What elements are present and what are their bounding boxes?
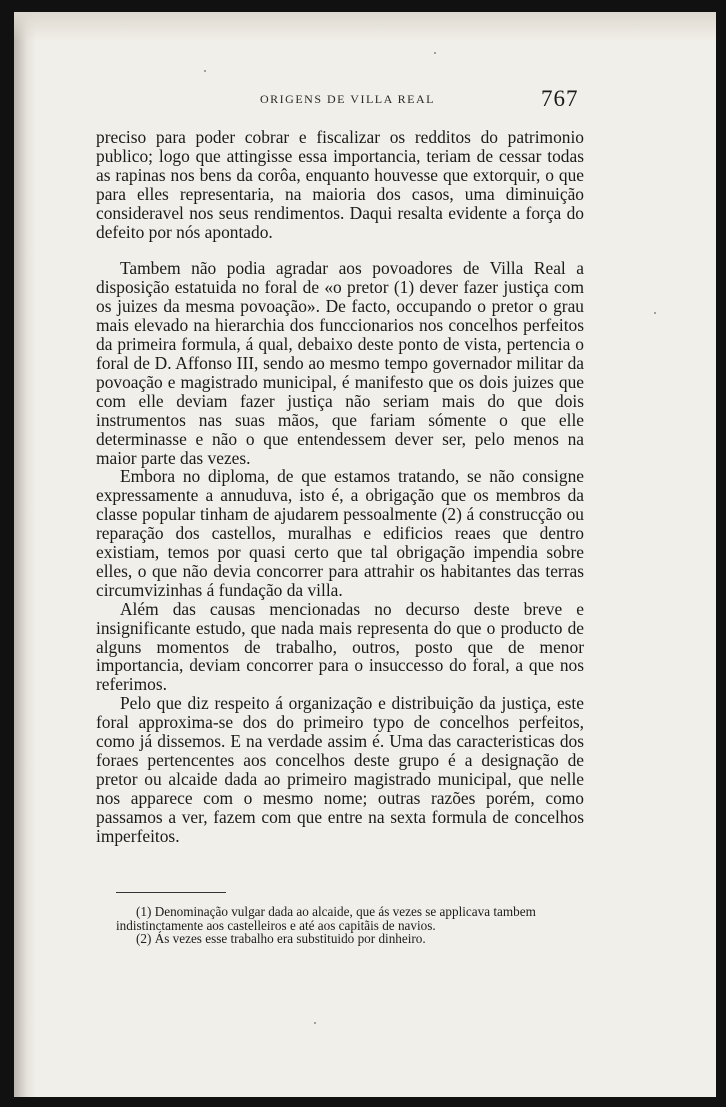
page-edge-shadow [14, 12, 36, 1097]
page-top-shadow [14, 12, 716, 42]
footnote [116, 932, 582, 946]
footnotes [116, 905, 582, 946]
body-text [96, 128, 584, 846]
footnote-text: Denominação vulgar dada ao alcaide, que ás vezes se applicava tambem indistinctamente aos castelleiros e até aos capitãis de navios. [116, 904, 536, 933]
paragraph: preciso para poder cobrar e fiscalizar os redditos do patrimonio publico; logo que attingisse essa importancia, teriam de cessar todas as rapinas nos bens da corôa, enquanto houvesse que extorquir, o que para elles representaria, na maioria dos casos, uma diminuição consideravel nos seus rendimentos. Daqui resalta evidente a força do defeito por nós apontado. [96, 127, 584, 242]
footnote [116, 905, 582, 932]
paper-speck [654, 312, 656, 314]
paper-speck [314, 1022, 316, 1024]
document-page [14, 12, 716, 1097]
footnote-rule [116, 892, 226, 893]
footnote-text: Ás vezes esse trabalho era substituido por dinheiro. [154, 931, 426, 947]
footnote-marker: (2) [136, 931, 152, 947]
page-number: 767 [541, 86, 579, 111]
footnote-marker: (1) [136, 904, 152, 919]
paper-speck [204, 70, 206, 72]
running-title: ORIGENS DE VILLA REAL [260, 92, 435, 106]
paragraph: Pelo que diz respeito á organização e distribuição da justiça, este foral approxima-se dos do primeiro typo de concelhos perfeitos, como já dissemos. E na verdade assim é. Uma das caracteristicas dos foraes pertencentes aos concelhos deste grupo é a designação de pretor ou alcaide dada ao primeiro magistrado municipal, que nelle nos apparece com o mesmo nome; outras razões porém, como passamos a ver, fazem com que entre na sexta formula de concelhos imperfeitos. [96, 693, 584, 846]
paragraph: Além das causas mencionadas no decurso deste breve e insignificante estudo, que nada mais representa do que o producto de alguns momentos de trabalho, outros, posto que de menor importancia, deviam concorrer para o insuccesso do foral, a que nos referimos. [96, 598, 584, 695]
paragraph: Embora no diploma, de que estamos tratando, se não consigne expressamente a annuduva, isto é, a obrigação que os membros da classe popular tinham de ajudarem pessoalmente (2) á construcção ou reparação dos castellos, muralhas e edificios reaes que dentro existiam, temos por quasi certo que tal obrigação impendia sobre elles, o que não devia concorrer para attrahir os habitantes das terras circumvizinhas á fundação da villa. [96, 466, 584, 600]
paper-speck [434, 52, 436, 54]
paragraph: Tambem não podia agradar aos povoadores de Villa Real a disposição estatuida no foral de «o pretor (1) dever fazer justiça com os juizes da mesma povoação». De facto, occupando o pretor o grau mais elevado na hierarchia dos funccionarios nos concelhos perfeitos da primeira formula, á qual, debaixo deste ponto de vista, pertencia o foral de D. Affonso III, sendo ao mesmo tempo governador militar da povoação e magistrado municipal, é manifesto que os dois juizes que com elle deviam fazer justiça não seriam mais do que dois instrumentos nas suas mãos, que fariam sómente o que elle determinasse e não o que entendessem dever ser, pelo menos na maior parte das vezes. [96, 258, 584, 468]
